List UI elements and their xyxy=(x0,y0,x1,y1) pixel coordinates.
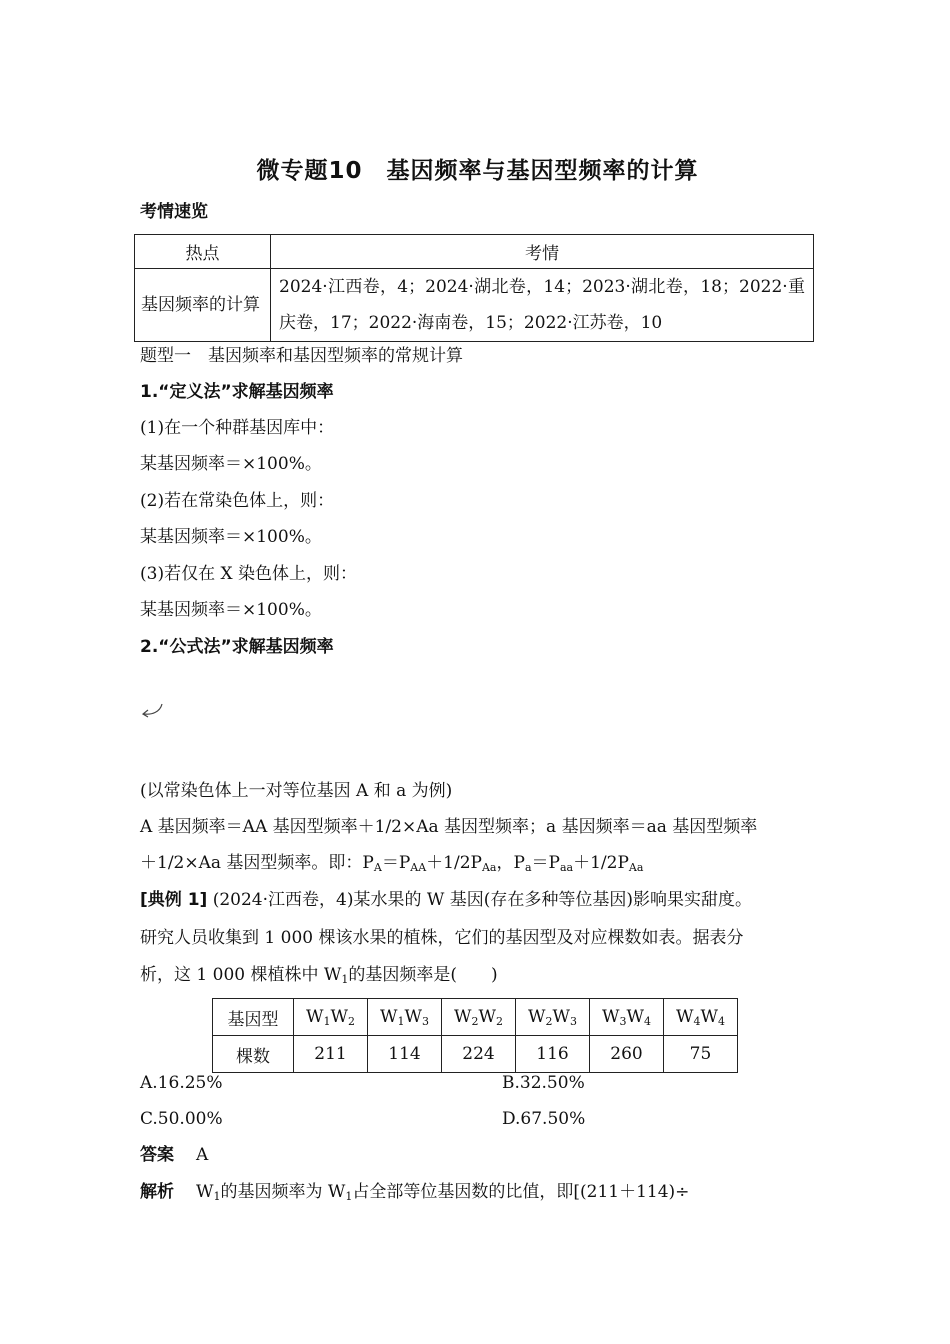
genotype-row-label: 基因型 xyxy=(213,999,294,1036)
genotype-cell: $W_1W_2$ xyxy=(294,999,368,1036)
m1-item: (2)若在常染色体上，则： xyxy=(140,491,335,511)
option-c: C.50.00% xyxy=(140,1109,223,1129)
option-d: D.67.50% xyxy=(502,1109,586,1129)
m1-item: 某基因频率＝×100%。 xyxy=(140,527,322,547)
hotspot-table xyxy=(134,234,814,342)
m1-item: 某基因频率＝×100%。 xyxy=(140,454,322,474)
overview-heading: 考情速览 xyxy=(140,202,208,222)
answer-label: 答案 xyxy=(140,1145,174,1165)
genotype-cell: $W_2W_3$ xyxy=(516,999,590,1036)
page-title: 微专题10 基因频率与基因型频率的计算 xyxy=(256,158,699,184)
count-cell: 116 xyxy=(516,1036,590,1073)
example-text: 析，这 1 000 棵植株中 $W_1$的基因频率是( ) xyxy=(140,965,498,986)
hot-cell-exams: 2024·江西卷，4；2024·湖北卷，14；2023·湖北卷，18；2022·重庆卷，17；2022·海南卷，15；2022·江苏卷，10 xyxy=(271,269,814,342)
m1-item: (3)若仅在 X 染色体上，则： xyxy=(140,564,357,584)
genotype-cell: $W_3W_4$ xyxy=(590,999,664,1036)
genotype-cell: $W_2W_2$ xyxy=(442,999,516,1036)
m2-formula-line xyxy=(140,851,643,875)
formula-term: $P_A=P_{AA}+1/2P_{Aa}$，$P_a=P_{aa}+1/2P_{Aa}$ xyxy=(362,853,644,874)
count-cell: 75 xyxy=(664,1036,738,1073)
example-line xyxy=(140,888,752,912)
genotype-cell: $W_1W_3$ xyxy=(368,999,442,1036)
m1-item: (1)在一个种群基因库中： xyxy=(140,418,335,438)
analysis-line: 解析 $W_1$的基因频率为 $W_1$占全部等位基因数的比值，即[(211＋114)÷ xyxy=(140,1182,690,1203)
section-heading: 题型一 基因频率和基因型频率的常规计算 xyxy=(140,346,463,366)
example-text: 研究人员收集到 1 000 棵该水果的植株，它们的基因型及对应棵数如表。据表分 xyxy=(140,928,744,948)
method1-heading: 1.“定义法”求解基因频率 xyxy=(140,382,334,402)
option-a: A.16.25% xyxy=(140,1073,223,1093)
count-cell: 211 xyxy=(294,1036,368,1073)
return-arrow-icon xyxy=(140,700,166,720)
hot-header-exams: 考情 xyxy=(271,235,814,269)
example-tag: [典例 1] xyxy=(140,890,208,910)
hot-header-topic: 热点 xyxy=(135,235,271,269)
analysis-label: 解析 xyxy=(140,1182,174,1202)
example-source: (2024·江西卷，4) xyxy=(207,890,354,910)
genotype-cell: $W_4W_4$ xyxy=(664,999,738,1036)
genotype-table xyxy=(212,998,738,1073)
count-cell: 224 xyxy=(442,1036,516,1073)
answer-value: A xyxy=(196,1145,209,1165)
hot-cell-topic: 基因频率的计算 xyxy=(135,269,271,342)
m1-item: 某基因频率＝×100%。 xyxy=(140,600,322,620)
method2-heading: 2.“公式法”求解基因频率 xyxy=(140,637,334,657)
count-cell: 114 xyxy=(368,1036,442,1073)
m2-line: A 基因频率＝AA 基因型频率＋1/2×Aa 基因型频率；a 基因频率＝aa 基因型频率 xyxy=(140,817,758,837)
count-row-label: 棵数 xyxy=(213,1036,294,1073)
option-b: B.32.50% xyxy=(502,1073,585,1093)
answer-line xyxy=(140,1143,208,1167)
m2-line: ＋1/2×Aa 基因型频率。即： xyxy=(140,853,363,873)
example-text: 某水果的 W 基因(存在多种等位基因)影响果实甜度。 xyxy=(353,890,752,910)
m2-note: (以常染色体上一对等位基因 A 和 a 为例) xyxy=(140,781,453,801)
count-cell: 260 xyxy=(590,1036,664,1073)
